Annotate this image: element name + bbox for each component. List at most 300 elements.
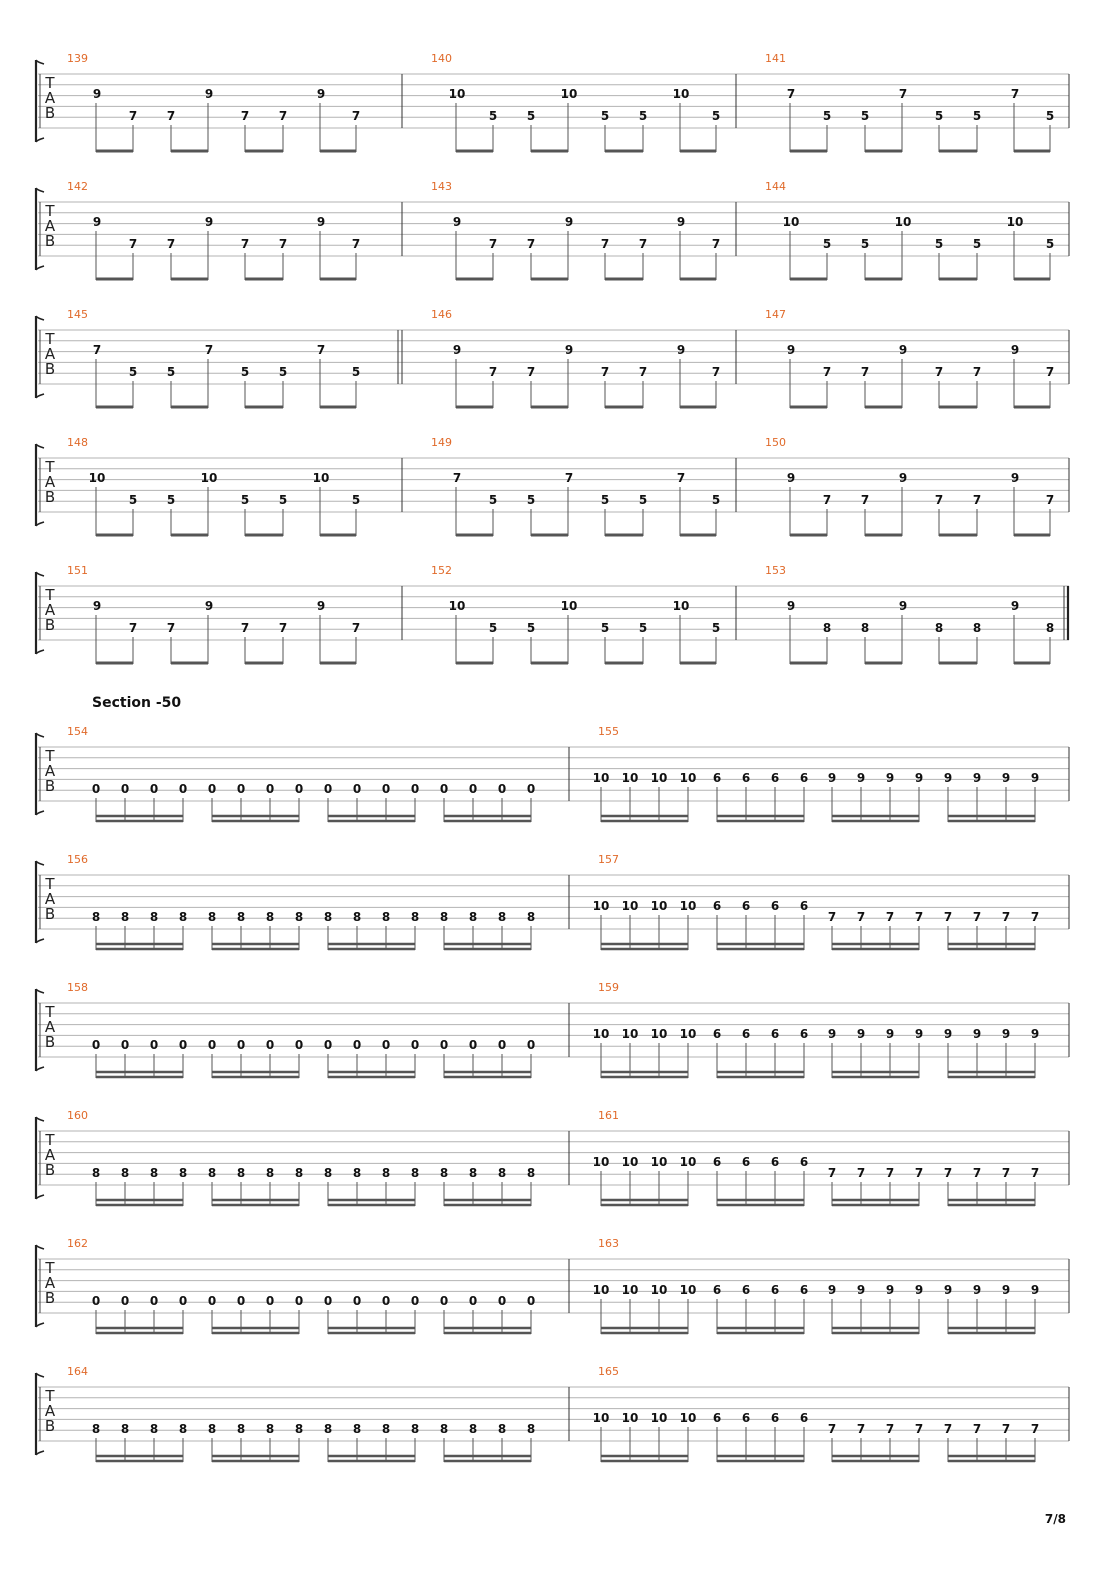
fret-number: 8	[294, 1422, 304, 1436]
fret-number: 7	[1030, 1422, 1040, 1436]
fret-number-low: 7	[711, 365, 721, 379]
fret-number: 9	[972, 1283, 982, 1297]
fret-number: 7	[856, 1422, 866, 1436]
fret-number-high: 7	[92, 343, 102, 357]
fret-number-high: 9	[898, 343, 908, 357]
fret-number: 0	[265, 1038, 275, 1052]
fret-number: 9	[885, 1283, 895, 1297]
fret-number: 8	[410, 1166, 420, 1180]
fret-number-low: 5	[128, 493, 138, 507]
fret-number-low: 7	[526, 365, 536, 379]
fret-number: 8	[526, 1422, 536, 1436]
fret-number-low: 7	[240, 109, 250, 123]
fret-number: 8	[526, 1166, 536, 1180]
fret-number-high: 9	[1010, 471, 1020, 485]
fret-number-high: 9	[452, 215, 462, 229]
bracket-bottom-hook	[36, 811, 44, 815]
fret-number-low: 7	[166, 621, 176, 635]
fret-number: 7	[1001, 1166, 1011, 1180]
fret-number: 0	[352, 782, 362, 796]
bracket-bottom-hook	[36, 1323, 44, 1327]
fret-number-low: 5	[972, 109, 982, 123]
fret-number: 10	[592, 1283, 610, 1297]
fret-number: 9	[1001, 1027, 1011, 1041]
fret-number: 0	[497, 782, 507, 796]
fret-number-low: 5	[488, 621, 498, 635]
fret-number: 8	[439, 1422, 449, 1436]
fret-number: 0	[178, 782, 188, 796]
tab-systems	[36, 52, 1069, 1462]
bracket-bottom-hook	[36, 939, 44, 943]
fret-number-low: 5	[934, 237, 944, 251]
fret-number-low: 5	[600, 493, 610, 507]
measure-number: 143	[431, 180, 452, 193]
fret-number: 6	[799, 1155, 809, 1169]
fret-number-low: 8	[860, 621, 870, 635]
fret-number-low: 5	[638, 109, 648, 123]
fret-number: 9	[885, 1027, 895, 1041]
fret-number: 7	[885, 1422, 895, 1436]
tab-clef-letter: A	[44, 345, 56, 363]
fret-number-high: 7	[452, 471, 462, 485]
fret-number: 7	[827, 910, 837, 924]
fret-number: 10	[592, 1027, 610, 1041]
fret-number: 7	[972, 1166, 982, 1180]
fret-number: 9	[1030, 1027, 1040, 1041]
fret-number: 0	[410, 1294, 420, 1308]
measure-number: 141	[765, 52, 786, 65]
fret-number: 6	[770, 1155, 780, 1169]
fret-number: 0	[381, 1294, 391, 1308]
bracket-top-hook	[36, 444, 44, 448]
fret-number: 10	[650, 771, 668, 785]
fret-number: 8	[294, 910, 304, 924]
fret-number-low: 7	[934, 493, 944, 507]
fret-number-low: 5	[240, 365, 250, 379]
measure-number: 161	[598, 1109, 619, 1122]
fret-number-low: 5	[822, 237, 832, 251]
fret-number: 10	[621, 771, 639, 785]
fret-number-high: 10	[88, 471, 106, 485]
fret-number: 6	[712, 1283, 722, 1297]
fret-number: 9	[972, 1027, 982, 1041]
fret-number: 0	[468, 782, 478, 796]
fret-number: 8	[439, 1166, 449, 1180]
fret-number: 8	[120, 910, 130, 924]
fret-number-low: 7	[638, 237, 648, 251]
fret-number-high: 7	[676, 471, 686, 485]
fret-number-high: 9	[786, 471, 796, 485]
fret-number: 6	[799, 899, 809, 913]
fret-number: 9	[1001, 1283, 1011, 1297]
fret-number: 7	[914, 910, 924, 924]
tab-clef-letter: T	[45, 1259, 55, 1277]
fret-number: 10	[650, 1027, 668, 1041]
fret-number: 7	[856, 1166, 866, 1180]
tab-system	[36, 52, 1069, 152]
fret-number: 8	[91, 1422, 101, 1436]
fret-number: 0	[120, 782, 130, 796]
tab-system	[36, 1237, 1069, 1334]
tab-clef-letter: A	[44, 217, 56, 235]
fret-number-low: 5	[488, 493, 498, 507]
fret-number-low: 5	[278, 493, 288, 507]
tab-clef-letter: T	[45, 74, 55, 92]
fret-number: 6	[741, 771, 751, 785]
fret-number-low: 7	[1045, 365, 1055, 379]
bracket-top-hook	[36, 60, 44, 64]
fret-number: 0	[323, 1294, 333, 1308]
fret-number-low: 5	[972, 237, 982, 251]
bracket-top-hook	[36, 1373, 44, 1377]
tab-clef-letter: T	[45, 330, 55, 348]
fret-number: 6	[770, 1027, 780, 1041]
fret-number-low: 7	[128, 109, 138, 123]
fret-number: 6	[712, 1155, 722, 1169]
fret-number: 0	[468, 1038, 478, 1052]
tab-clef-letter: B	[44, 1289, 56, 1307]
fret-number: 10	[592, 899, 610, 913]
fret-number: 9	[943, 1283, 953, 1297]
measure-number: 150	[765, 436, 786, 449]
fret-number: 10	[679, 771, 697, 785]
fret-number: 8	[526, 910, 536, 924]
fret-number: 8	[207, 910, 217, 924]
fret-number: 8	[497, 1422, 507, 1436]
fret-number: 8	[323, 1166, 333, 1180]
fret-number: 6	[741, 1283, 751, 1297]
fret-number-low: 5	[351, 493, 361, 507]
fret-number-low: 7	[166, 237, 176, 251]
measure-number: 151	[67, 564, 88, 577]
fret-number: 9	[856, 1027, 866, 1041]
tab-clef-letter: A	[44, 762, 56, 780]
fret-number: 0	[439, 1038, 449, 1052]
fret-number: 0	[526, 1038, 536, 1052]
fret-number-high: 9	[676, 215, 686, 229]
fret-number: 8	[410, 910, 420, 924]
fret-number: 10	[621, 1283, 639, 1297]
fret-number: 7	[943, 1166, 953, 1180]
fret-number: 0	[236, 1294, 246, 1308]
bracket-top-hook	[36, 1117, 44, 1121]
fret-number: 10	[621, 899, 639, 913]
fret-number: 8	[91, 910, 101, 924]
fret-number: 0	[381, 1038, 391, 1052]
fret-number: 0	[352, 1038, 362, 1052]
tab-system	[36, 1365, 1069, 1462]
measure-number: 153	[765, 564, 786, 577]
fret-number-high: 9	[452, 343, 462, 357]
tab-clef-letter: A	[44, 601, 56, 619]
fret-number: 0	[526, 782, 536, 796]
fret-number: 10	[621, 1155, 639, 1169]
fret-number-high: 10	[672, 87, 690, 101]
fret-number: 8	[236, 1166, 246, 1180]
fret-number: 0	[207, 1294, 217, 1308]
measure-number: 146	[431, 308, 452, 321]
fret-number: 6	[799, 771, 809, 785]
fret-number: 8	[120, 1422, 130, 1436]
fret-number-low: 7	[278, 621, 288, 635]
fret-number: 7	[943, 1422, 953, 1436]
fret-number-low: 5	[166, 493, 176, 507]
fret-number-high: 9	[786, 599, 796, 613]
measure-number: 164	[67, 1365, 88, 1378]
fret-number-high: 9	[316, 215, 326, 229]
fret-number: 10	[679, 899, 697, 913]
fret-number: 7	[943, 910, 953, 924]
fret-number: 9	[943, 771, 953, 785]
fret-number: 9	[1001, 771, 1011, 785]
tab-clef-letter: A	[44, 1018, 56, 1036]
fret-number-low: 7	[351, 621, 361, 635]
bracket-bottom-hook	[36, 1451, 44, 1455]
fret-number: 0	[381, 782, 391, 796]
tab-clef-letter: B	[44, 232, 56, 250]
fret-number: 8	[352, 1166, 362, 1180]
measure-number: 162	[67, 1237, 88, 1250]
fret-number: 0	[526, 1294, 536, 1308]
fret-number-low: 7	[934, 365, 944, 379]
fret-number-low: 7	[488, 365, 498, 379]
fret-number: 8	[468, 910, 478, 924]
fret-number: 8	[91, 1166, 101, 1180]
fret-number: 8	[381, 1166, 391, 1180]
fret-number-low: 5	[240, 493, 250, 507]
fret-number: 8	[294, 1166, 304, 1180]
fret-number-low: 5	[638, 621, 648, 635]
fret-number: 8	[149, 1422, 159, 1436]
fret-number-low: 5	[526, 493, 536, 507]
fret-number-low: 8	[822, 621, 832, 635]
fret-number: 0	[91, 1038, 101, 1052]
fret-number-low: 5	[711, 109, 721, 123]
fret-number: 9	[827, 1283, 837, 1297]
fret-number: 0	[178, 1038, 188, 1052]
fret-number-high: 9	[92, 87, 102, 101]
measure-number: 139	[67, 52, 88, 65]
fret-number: 10	[621, 1411, 639, 1425]
fret-number-low: 8	[1045, 621, 1055, 635]
tab-clef-letter: T	[45, 458, 55, 476]
bracket-bottom-hook	[36, 650, 44, 654]
fret-number: 10	[621, 1027, 639, 1041]
fret-number-low: 5	[600, 109, 610, 123]
fret-number: 0	[497, 1294, 507, 1308]
measure-number: 157	[598, 853, 619, 866]
fret-number: 8	[178, 910, 188, 924]
fret-number: 8	[381, 910, 391, 924]
fret-number: 0	[236, 1038, 246, 1052]
fret-number: 8	[149, 1166, 159, 1180]
fret-number-high: 9	[204, 599, 214, 613]
fret-number: 6	[712, 1027, 722, 1041]
fret-number: 0	[91, 1294, 101, 1308]
fret-number: 10	[592, 1155, 610, 1169]
fret-number: 7	[972, 1422, 982, 1436]
fret-number-high: 9	[316, 87, 326, 101]
fret-number: 0	[352, 1294, 362, 1308]
fret-number-low: 7	[351, 109, 361, 123]
tab-system	[36, 853, 1069, 950]
tab-clef-letter: T	[45, 747, 55, 765]
fret-number: 0	[265, 1294, 275, 1308]
fret-number: 8	[265, 910, 275, 924]
fret-number: 6	[741, 1411, 751, 1425]
measure-number: 155	[598, 725, 619, 738]
fret-number-low: 5	[526, 621, 536, 635]
fret-number-high: 10	[782, 215, 800, 229]
fret-number-low: 7	[860, 365, 870, 379]
fret-number: 0	[439, 1294, 449, 1308]
fret-number: 6	[770, 899, 780, 913]
fret-number: 8	[381, 1422, 391, 1436]
tab-system	[36, 180, 1069, 280]
fret-number-high: 7	[786, 87, 796, 101]
fret-number: 6	[741, 1155, 751, 1169]
fret-number-high: 9	[1010, 599, 1020, 613]
fret-number: 10	[650, 1283, 668, 1297]
fret-number-high: 10	[560, 599, 578, 613]
tab-clef-letter: T	[45, 875, 55, 893]
fret-number: 6	[770, 771, 780, 785]
fret-number: 7	[827, 1166, 837, 1180]
fret-number: 7	[1030, 910, 1040, 924]
fret-number-low: 5	[934, 109, 944, 123]
fret-number: 0	[91, 782, 101, 796]
fret-number: 0	[207, 1038, 217, 1052]
measure-number: 142	[67, 180, 88, 193]
tab-system	[36, 725, 1069, 822]
tab-clef-letter: B	[44, 777, 56, 795]
fret-number: 0	[149, 1294, 159, 1308]
tab-clef-letter: T	[45, 586, 55, 604]
fret-number-high: 9	[92, 215, 102, 229]
tab-clef-letter: B	[44, 488, 56, 506]
fret-number: 9	[827, 1027, 837, 1041]
tab-clef-letter: T	[45, 1387, 55, 1405]
fret-number: 9	[856, 1283, 866, 1297]
fret-number-low: 5	[1045, 109, 1055, 123]
tab-clef-letter: B	[44, 616, 56, 634]
fret-number-low: 5	[1045, 237, 1055, 251]
fret-number-low: 7	[600, 237, 610, 251]
tab-clef-letter: T	[45, 202, 55, 220]
tab-clef-letter: B	[44, 905, 56, 923]
fret-number-low: 8	[934, 621, 944, 635]
fret-number: 9	[914, 1027, 924, 1041]
tab-clef-letter: T	[45, 1003, 55, 1021]
fret-number-low: 7	[638, 365, 648, 379]
fret-number-low: 7	[822, 493, 832, 507]
fret-number-high: 9	[92, 599, 102, 613]
fret-number-low: 5	[860, 237, 870, 251]
tab-system	[36, 436, 1069, 536]
fret-number-low: 8	[972, 621, 982, 635]
fret-number: 9	[972, 771, 982, 785]
fret-number: 8	[468, 1166, 478, 1180]
fret-number-high: 9	[676, 343, 686, 357]
fret-number: 0	[207, 782, 217, 796]
fret-number: 7	[885, 910, 895, 924]
fret-number-low: 7	[278, 109, 288, 123]
bracket-top-hook	[36, 989, 44, 993]
fret-number: 6	[741, 1027, 751, 1041]
fret-number: 8	[410, 1422, 420, 1436]
fret-number: 0	[120, 1294, 130, 1308]
fret-number: 8	[178, 1166, 188, 1180]
fret-number: 0	[497, 1038, 507, 1052]
fret-number: 0	[149, 1038, 159, 1052]
fret-number-low: 7	[1045, 493, 1055, 507]
fret-number: 0	[236, 782, 246, 796]
fret-number-low: 7	[526, 237, 536, 251]
fret-number-high: 9	[898, 599, 908, 613]
tab-clef-letter: A	[44, 1146, 56, 1164]
fret-number: 10	[679, 1411, 697, 1425]
fret-number: 10	[592, 771, 610, 785]
fret-number: 6	[770, 1283, 780, 1297]
bracket-bottom-hook	[36, 266, 44, 270]
bracket-top-hook	[36, 733, 44, 737]
measure-number: 140	[431, 52, 452, 65]
measure-number: 156	[67, 853, 88, 866]
tab-clef-letter: T	[45, 1131, 55, 1149]
fret-number-low: 7	[972, 365, 982, 379]
fret-number: 0	[265, 782, 275, 796]
measure-number: 159	[598, 981, 619, 994]
measure-number: 149	[431, 436, 452, 449]
fret-number: 8	[439, 910, 449, 924]
fret-number: 9	[856, 771, 866, 785]
fret-number-low: 5	[526, 109, 536, 123]
fret-number-high: 7	[316, 343, 326, 357]
tab-system	[36, 1109, 1069, 1206]
fret-number-high: 10	[200, 471, 218, 485]
measure-number: 145	[67, 308, 88, 321]
fret-number-low: 7	[128, 621, 138, 635]
fret-number: 10	[679, 1155, 697, 1169]
fret-number: 8	[352, 910, 362, 924]
fret-number: 6	[712, 1411, 722, 1425]
fret-number: 9	[914, 771, 924, 785]
fret-number: 6	[799, 1411, 809, 1425]
fret-number-high: 7	[564, 471, 574, 485]
tab-system	[36, 981, 1069, 1078]
fret-number-high: 7	[1010, 87, 1020, 101]
fret-number-low: 5	[351, 365, 361, 379]
fret-number-high: 9	[204, 215, 214, 229]
measure-number: 160	[67, 1109, 88, 1122]
fret-number-low: 7	[972, 493, 982, 507]
fret-number: 0	[439, 782, 449, 796]
tab-clef-letter: A	[44, 1274, 56, 1292]
fret-number: 9	[885, 771, 895, 785]
fret-number: 0	[410, 782, 420, 796]
fret-number: 9	[827, 771, 837, 785]
fret-number-low: 7	[278, 237, 288, 251]
fret-number: 0	[323, 782, 333, 796]
fret-number-low: 7	[860, 493, 870, 507]
fret-number: 0	[410, 1038, 420, 1052]
fret-number-low: 5	[488, 109, 498, 123]
fret-number: 0	[294, 1294, 304, 1308]
fret-number-low: 7	[711, 237, 721, 251]
fret-number-low: 7	[240, 237, 250, 251]
fret-number-high: 9	[316, 599, 326, 613]
fret-number-low: 7	[488, 237, 498, 251]
